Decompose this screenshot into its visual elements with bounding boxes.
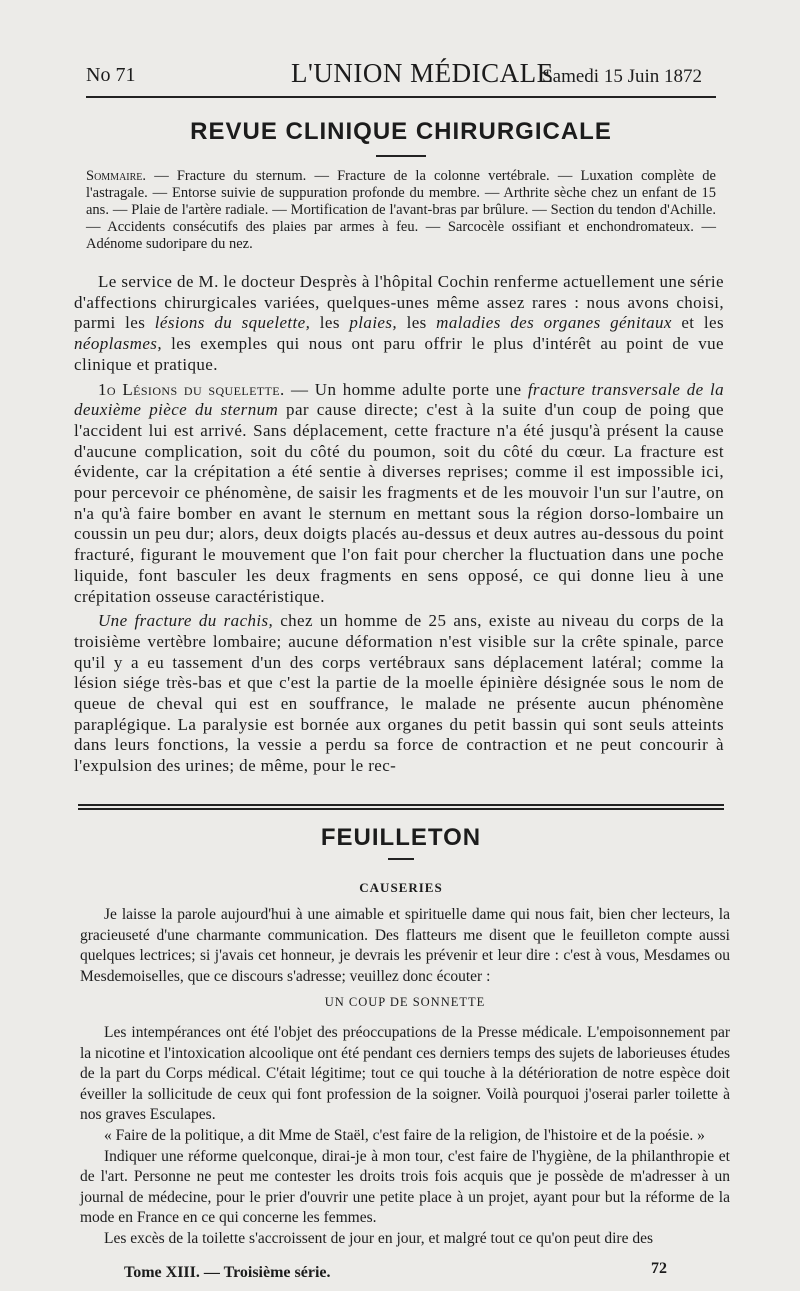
header-rule (86, 96, 716, 98)
journal-title: L'UNION MÉDICALE (291, 58, 554, 88)
feuilleton-paragraph: Les intempérances ont été l'objet des préoccupations de la Presse médicale. L'empoisonnement par la nicotine et l'intoxication alcoolique ont été pendant ces derniers temps des sujets de laborieuses études de la part du Corps médical. C'était légitime; tout ce qui touche à la détérioration de notre espèce doit éveiller la sollicitude de ceux qui font profession de la soigner. Voilà pourquoi j'oserai parler toilette à nos graves Esculapes. (80, 1023, 730, 1124)
page-header (86, 58, 716, 92)
feuilleton-ornament (388, 858, 414, 860)
feuilleton-paragraph: Les excès de la toilette s'accroissent de jour en jour, et malgré tout ce qu'on peut dire des (104, 1229, 653, 1247)
title-ornament (376, 155, 426, 157)
sternum-paragraph: 1o Lésions du squelette. — Un homme adulte porte une fracture transversale de la deuxième pièce du sternum par cause directe; c'est à la suite d'un coup de poing que l'accident lui est arrivé. Sans déplacement, cette fracture n'a été jusqu'à présent la cause d'aucune complication, soit du côté du poumon, soit du côté du cœur. La fracture est évidente, car la crépitation a été sentie à diverses reprises; comme il est impossible ici, pour percevoir ce phénomène, de saisir les fragments et de les mouvoir l'un sur l'autre, on n'a qu'à faire bomber en avant le sternum en mettant sous la région dorso-lombaire un coussin un peu dur; alors, deux doigts placés au-dessus et deux autres au-dessous du point fracturé, figurant le mouvement que l'on fait pour chercher la fluctuation dans une poche liquide, font basculer les deux fragments en sens opposé, ce qui donne lieu à une crépitation osseuse caractéristique. (74, 379, 724, 606)
issue-date: Samedi 15 Juin 1872 (542, 66, 702, 87)
issue-number: No 71 (86, 64, 136, 86)
rachis-paragraph: Une fracture du rachis, chez un homme de 25 ans, existe au niveau du corps de la troisième vertèbre lombaire; aucune déformation n'est visible sur la crête spinale, parce qu'il y a eu tassement d'un des corps vertébraux sans déplacement latéral; comme la lésion siége très-bas et que c'est la partie de la moelle épinière désignée sous le nom de queue de cheval qui est en souffrance, le malade ne présente aucun phénomène paraplégique. La paralysie est bornée aux organes du petit bassin qui sont seuls atteints dans leurs fonctions, la vessie a perdu sa force de contraction et ne peut concourir à l'expulsion des urines; de même, pour le rec- (74, 611, 724, 776)
summary-label: Sommaire. (86, 168, 147, 184)
feuilleton-separator-bottom (78, 808, 724, 810)
summary-text: — Fracture du sternum. — Fracture de la colonne vertébrale. — Luxation complète de l'astragale. — Entorse suivie de suppuration profonde du membre. — Arthrite sèche chez un enfant de 15 ans. — Plaie de l'artère radiale. — Mortification de l'avant-bras par brûlure. — Section du tendon d'Achille. — Accidents consécutifs des plaies par armes à feu. — Sarcocèle ossifiant et enchondromateux. — Adénome sudoripare du nez. (86, 168, 716, 252)
feuilleton-subheading: UN COUP DE SONNETTE (324, 995, 486, 1010)
feuilleton-paragraph: Je laisse la parole aujourd'hui à une aimable et spirituelle dame qui nous fait, bien cher lecteurs, la gracieuseté d'une charmante communication. Des flatteurs me disent que le feuilleton compte aussi quelques lectrices; si j'avais cet honneur, je devrais les prévenir et leur dire : c'est à vous, Mesdames ou Mesdemoiselles, que ce discours s'adresse; veuillez donc écouter : (80, 906, 730, 985)
feuilleton-body (80, 905, 730, 1250)
clinical-article (74, 272, 724, 777)
feuilleton-paragraph: « Faire de la politique, a dit Mme de Staël, c'est faire de la religion, de l'histoire et de la poésie. » (104, 1126, 705, 1144)
section-title: REVUE CLINIQUE CHIRURGICALE (190, 118, 612, 145)
feuilleton-paragraph: Indiquer une réforme quelconque, dirai-je à mon tour, c'est faire de l'hygiène, de la philanthropie et de l'art. Personne ne peut me contester les droits trois fois acquis que je possède de m'adresser à un journal de médecine, pour le prier d'ouvrir une petite place à un projet, ayant pour but la réforme de la mode en France en ce qui concerne les femmes. (80, 1147, 730, 1227)
feuilleton-subtitle: CAUSERIES (359, 880, 443, 895)
page-number: 72 (651, 1260, 667, 1277)
feuilleton-separator-top (78, 804, 724, 806)
volume-info: Tome XIII. — Troisième série. (124, 1264, 331, 1281)
summary (86, 168, 716, 253)
lesions-heading: 1o Lésions du squelette. (98, 379, 285, 399)
feuilleton-title: FEUILLETON (320, 824, 482, 851)
intro-paragraph: Le service de M. le docteur Desprès à l'hôpital Cochin renferme actuellement une série d'affections chirurgicales variées, quelques-unes même assez rares : nous avons choisi, parmi les lésions du squelette, les plaies, les maladies des organes génitaux et les néoplasmes, les exemples qui nous ont paru offrir le plus d'intérêt au point de vue clinique et pratique. (74, 272, 724, 374)
